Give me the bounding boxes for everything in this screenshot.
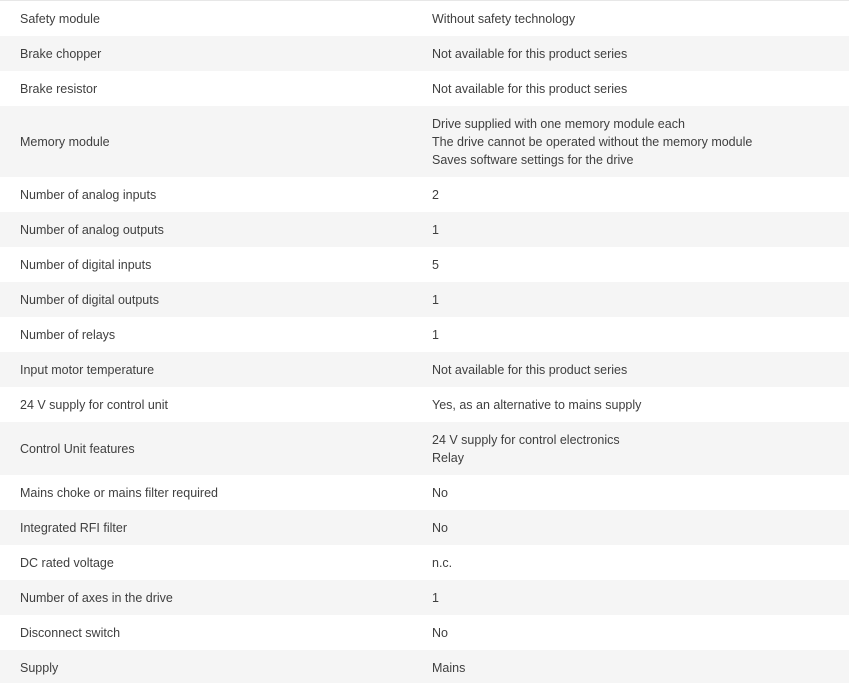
- spec-value: The drive cannot be operated without the memory module: [432, 134, 753, 149]
- spec-value: No: [432, 485, 448, 500]
- spec-value: Drive supplied with one memory module each: [432, 116, 685, 131]
- spec-value-group: [432, 317, 849, 352]
- spec-value: 1: [432, 222, 439, 237]
- spec-value: n.c.: [432, 555, 453, 570]
- spec-label: Number of relays: [20, 327, 116, 342]
- spec-value: 5: [432, 257, 439, 272]
- spec-value-group: [432, 422, 849, 475]
- spec-value-group: [432, 545, 849, 580]
- spec-label: Supply: [20, 660, 59, 675]
- spec-label: Brake chopper: [20, 46, 102, 61]
- spec-value-group: [432, 177, 849, 212]
- spec-value: 2: [432, 187, 439, 202]
- spec-label: Safety module: [20, 11, 100, 26]
- spec-label: Control Unit features: [20, 441, 135, 456]
- spec-value: Not available for this product series: [432, 46, 628, 61]
- spec-value: Not available for this product series: [432, 81, 628, 96]
- spec-label: Number of analog outputs: [20, 222, 164, 237]
- spec-value: 1: [432, 292, 439, 307]
- table-row: [0, 475, 849, 510]
- spec-label: Number of axes in the drive: [20, 590, 173, 605]
- spec-value-group: [432, 387, 849, 422]
- spec-value-group: [432, 510, 849, 545]
- spec-value-group: [432, 106, 849, 177]
- spec-label: Input motor temperature: [20, 362, 155, 377]
- table-row: [0, 71, 849, 106]
- table-row: [0, 36, 849, 71]
- spec-value-group: [432, 1, 849, 36]
- spec-value: Saves software settings for the drive: [432, 152, 634, 167]
- spec-value: Relay: [432, 450, 464, 465]
- spec-value-group: [432, 475, 849, 510]
- spec-value: No: [432, 625, 448, 640]
- spec-value-group: [432, 615, 849, 650]
- table-row: [0, 615, 849, 650]
- spec-label: Mains choke or mains filter required: [20, 485, 218, 500]
- spec-value: 24 V supply for control electronics: [432, 432, 620, 447]
- table-row: [0, 282, 849, 317]
- table-row: [0, 317, 849, 352]
- spec-value: Without safety technology: [432, 11, 576, 26]
- spec-value-group: [432, 36, 849, 71]
- spec-value-group: [432, 650, 849, 683]
- spec-value: Yes, as an alternative to mains supply: [432, 397, 642, 412]
- table-row: [0, 177, 849, 212]
- spec-label: Number of digital outputs: [20, 292, 159, 307]
- spec-value: Mains: [432, 660, 466, 675]
- table-row: [0, 545, 849, 580]
- spec-value-group: [432, 352, 849, 387]
- table-row: [0, 387, 849, 422]
- spec-value-group: [432, 282, 849, 317]
- spec-label: Disconnect switch: [20, 625, 121, 640]
- spec-label: 24 V supply for control unit: [20, 397, 168, 412]
- table-row: [0, 510, 849, 545]
- table-row: [0, 580, 849, 615]
- spec-value-group: [432, 247, 849, 282]
- table-row: [0, 422, 849, 475]
- spec-label: Memory module: [20, 134, 110, 149]
- spec-label: Number of analog inputs: [20, 187, 157, 202]
- spec-value-group: [432, 71, 849, 106]
- spec-value: 1: [432, 590, 439, 605]
- table-row: [0, 106, 849, 177]
- spec-value-group: [432, 580, 849, 615]
- table-row: [0, 247, 849, 282]
- spec-label: DC rated voltage: [20, 555, 114, 570]
- spec-value: No: [432, 520, 448, 535]
- table-row: [0, 212, 849, 247]
- table-row: [0, 1, 849, 36]
- spec-label: Brake resistor: [20, 81, 98, 96]
- spec-value: Not available for this product series: [432, 362, 628, 377]
- spec-value: 1: [432, 327, 439, 342]
- spec-label: Number of digital inputs: [20, 257, 152, 272]
- table-row: [0, 352, 849, 387]
- table-row: [0, 650, 849, 683]
- spec-label: Integrated RFI filter: [20, 520, 127, 535]
- spec-value-group: [432, 212, 849, 247]
